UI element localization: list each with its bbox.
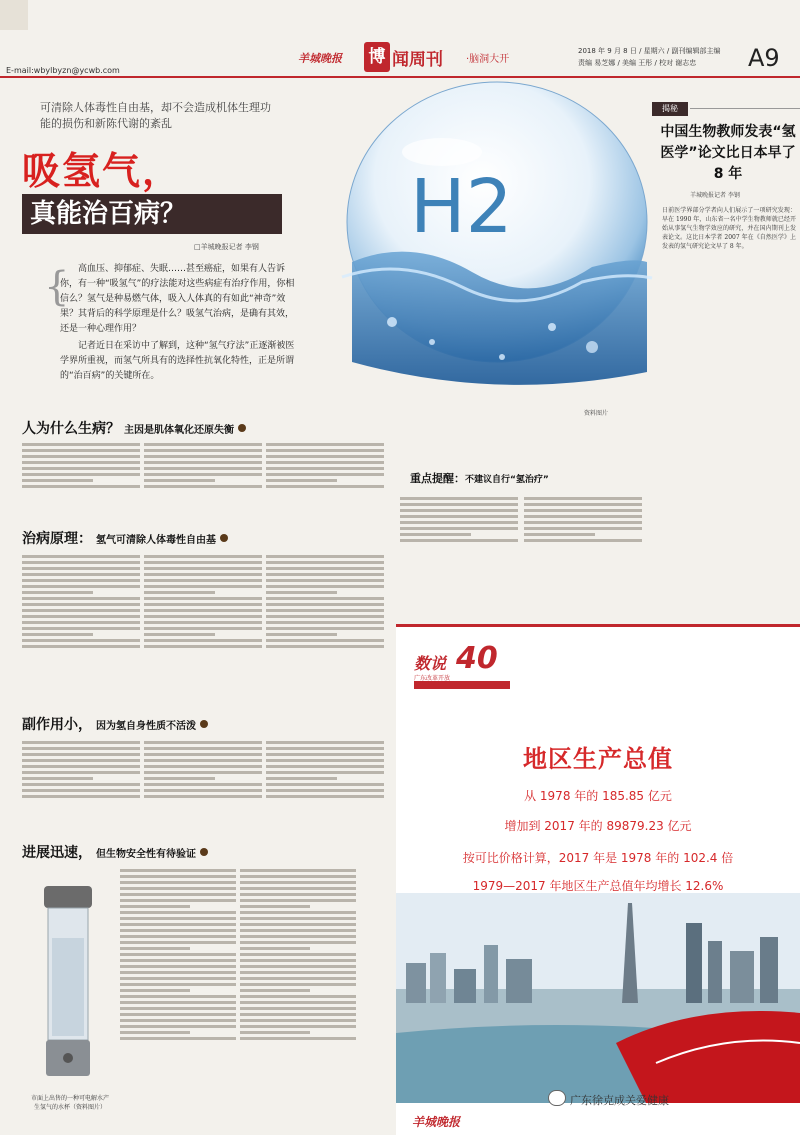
- city-skyline-image: [396, 893, 800, 1103]
- ad-title: 地区生产总值: [523, 745, 673, 773]
- editor-line: 责编 易芝娜 / 美编 王彤 / 校对 谢志忠: [578, 59, 697, 67]
- lead-intro: [60, 262, 300, 384]
- section-1-body-col1: [22, 440, 140, 516]
- ad-logo-subtitle: 广东改革开放: [414, 675, 451, 682]
- ad-line-4: 1979—2017 年地区生产总值年均增长 12.6%: [472, 879, 724, 893]
- warning-title: 重点提醒：: [410, 472, 465, 485]
- section-3-title: 副作用小，: [22, 717, 92, 733]
- date-line: 2018 年 9 月 8 日 / 星期六 / 副刊编辑部主编: [578, 47, 721, 55]
- lead-deck: 可清除人体毒性自由基，却不会造成机体生理功能的损伤和新陈代谢的紊乱: [40, 101, 271, 130]
- section-heading-4: [22, 842, 208, 862]
- ad-logo-bar: [414, 681, 510, 689]
- reveal-tag: 揭秘: [652, 102, 688, 116]
- section-1-body-col3: [266, 440, 384, 516]
- section-3-body-col1: [22, 738, 140, 830]
- section-1-title: 人为什么生病？: [22, 421, 120, 437]
- ad-line-3: 按可比价格计算，2017 年是 1978 年的 102.4 倍: [462, 851, 734, 865]
- section-4-body-col1: [120, 866, 236, 1128]
- section-2-body-col2: [144, 552, 262, 704]
- section-heading-1: [22, 418, 246, 438]
- brand-subtitle: ·脑洞大开: [466, 54, 510, 65]
- section-heading-3: [22, 714, 208, 734]
- warning-heading: [410, 470, 549, 486]
- section-4-body-col2: [240, 866, 356, 1128]
- ad-logo-40: 40: [456, 641, 498, 676]
- lead-title-line2: 真能治百病？: [22, 194, 282, 234]
- side-headline: 中国生物教师发表“氢医学”论文比日本早了 8 年: [660, 124, 796, 182]
- section-2-dot: [220, 534, 228, 542]
- reveal-rule: [690, 108, 800, 109]
- page-corner: [0, 0, 28, 30]
- lead-para-1: 高血压、抑郁症、失眠……甚至癌症，如果有人告诉你，有一种“吸氢气”的疗法能对这些病症有治疗作用，你相信么？氢气是种易燃气体，吸入人体真的有如此“神奇”效果？其背后的科学原理是什么？吸氢气治病，是确有其效，还是一种心理作用？: [60, 264, 295, 334]
- lead-title-line1: 吸氢气，: [22, 148, 183, 193]
- hydrogen-cup-image: [28, 878, 108, 1088]
- warning-body-col2: [524, 494, 642, 574]
- lead-para-2: 记者近日在采访中了解到，这种“氢气疗法”正逐渐被医学界所重视，而氢气所具有的选择性抗氧化特性，正是所谓的“治百病”的关键所在。: [60, 341, 295, 381]
- section-1-dot: [238, 424, 246, 432]
- warning-body-col1: [400, 494, 518, 574]
- section-3-subtitle: 因为氢自身性质不活泼: [96, 720, 196, 732]
- side-article-body: 日前医学界部分学者向人们展示了一项研究发现：早在 1990 年，山东省一名中学生物教师就已经开始从事氢气生物学效应的研究，并在国内期刊上发表论文。这比日本学者 2007 年在《自然医学》上发表的氢气研究论文早了 8 年。: [662, 207, 796, 250]
- wechat-icon: [548, 1090, 566, 1106]
- hydrogen-bubble-image: [292, 72, 662, 412]
- section-4-subtitle: 但生物安全性有待验证: [96, 848, 196, 860]
- ad-footer-logo: 羊城晚报: [412, 1115, 461, 1129]
- side-byline: 羊城晚报记者 李钢: [690, 192, 740, 199]
- h2-symbol: H2: [410, 164, 513, 250]
- paper-logo: 羊城晚报: [298, 52, 342, 65]
- page-number: A9: [748, 44, 780, 72]
- product-caption: 市面上出售的一种可电解水产生氢气的水杯（资料图片）: [30, 1095, 109, 1111]
- ad-logo-main: 数说: [414, 654, 447, 673]
- ad-line-2: 增加到 2017 年的 89879.23 亿元: [504, 819, 692, 833]
- brand-name: 闻周刊: [392, 50, 443, 70]
- hero-photo-credit: 资料图片: [584, 410, 609, 417]
- section-3-dot: [200, 720, 208, 728]
- section-2-body-col1: [22, 552, 140, 704]
- lead-byline: □羊城晚报记者 李钢: [194, 243, 259, 251]
- section-4-title: 进展迅速，: [22, 845, 92, 861]
- section-2-subtitle: 氢气可清除人体毒性自由基: [96, 534, 216, 546]
- gdp-advertisement: [396, 624, 800, 1135]
- email-address: E-mail:wbylbyzn@ycwb.com: [6, 66, 120, 75]
- section-3-body-col2: [144, 738, 262, 830]
- section-3-body-col3: [266, 738, 384, 830]
- section-1-body-col2: [144, 440, 262, 516]
- section-heading-2: [22, 528, 228, 548]
- section-1-subtitle: 主因是肌体氧化还原失衡: [124, 424, 234, 436]
- section-4-dot: [200, 848, 208, 856]
- ad-line-1: 从 1978 年的 185.85 亿元: [524, 789, 672, 803]
- warning-subtitle: 不建议自行“氢治疗”: [465, 475, 549, 485]
- account-watermark: 广东徐克成关爱健康: [570, 1094, 669, 1107]
- quote-bracket: {: [44, 264, 70, 310]
- brand-first-char: 博: [364, 42, 390, 72]
- section-2-title: 治病原理：: [22, 531, 92, 547]
- section-2-body-col3: [266, 552, 384, 704]
